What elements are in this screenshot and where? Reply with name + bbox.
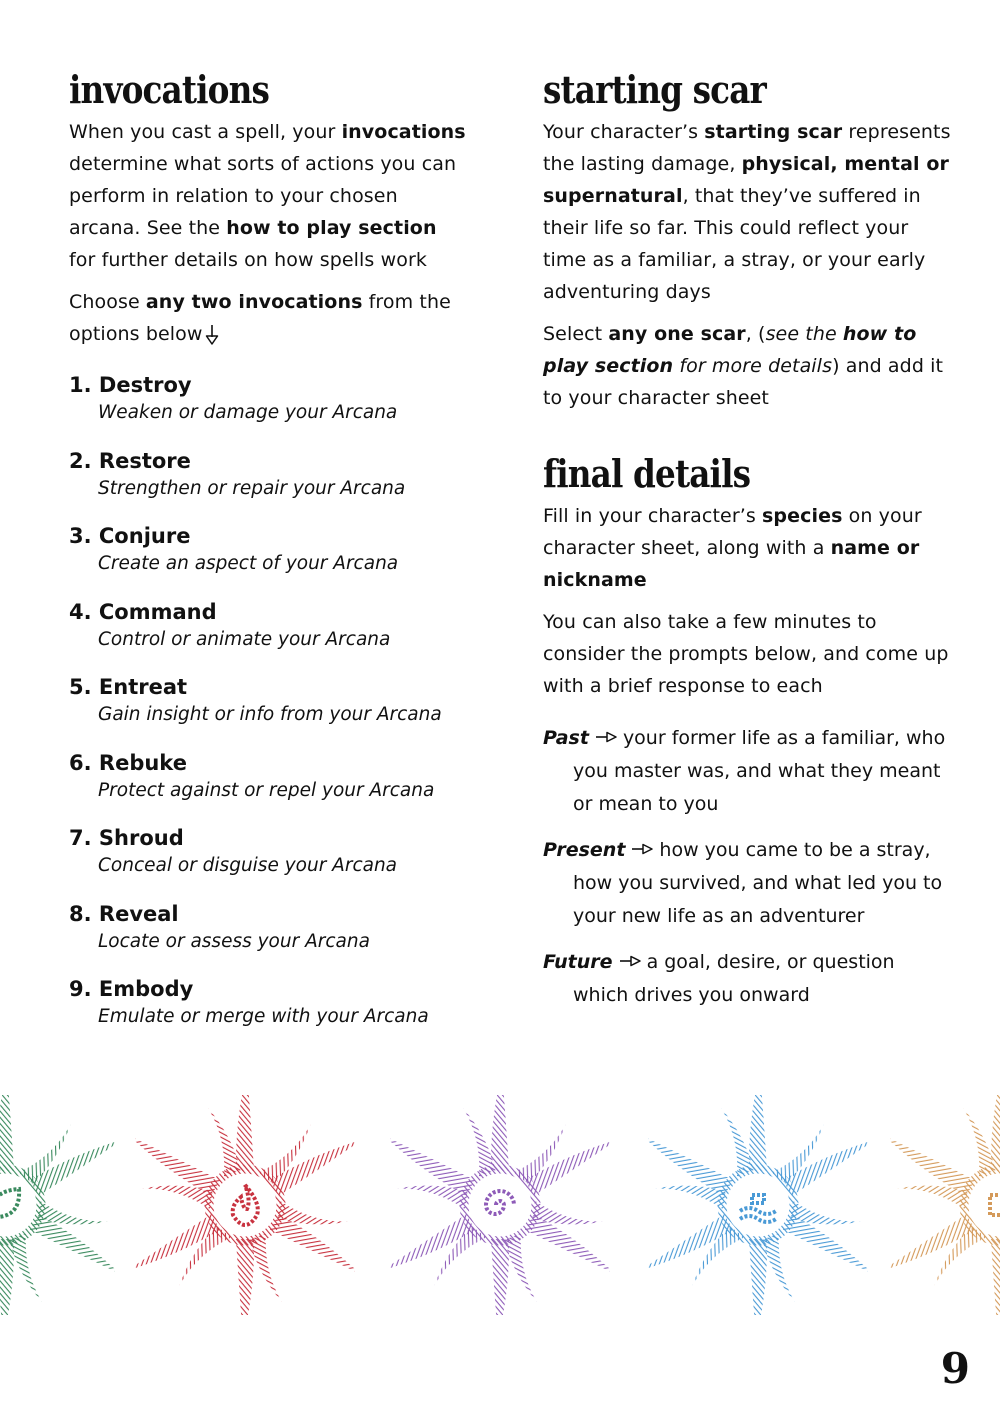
- invocation-description: Locate or assess your Arcana: [98, 930, 370, 952]
- sun-flame-icon: [135, 1095, 355, 1315]
- text-run: for further details on how spells work: [69, 249, 427, 271]
- starting-scar-heading: starting scar: [543, 67, 766, 112]
- text-run: Fill in your character’s: [543, 505, 763, 527]
- text-run: any two invocations: [145, 291, 363, 313]
- sun-spiral-icon: [390, 1095, 610, 1315]
- sun-water-face-icon: [648, 1095, 868, 1315]
- arrow-right-icon: [619, 955, 643, 967]
- invocation-title: 7. Shroud: [69, 826, 184, 850]
- prompts-list: [543, 722, 953, 1012]
- sun-sun-icon: [890, 1095, 1000, 1315]
- sun-decoration-row: [0, 1095, 1000, 1320]
- invocation-description: Emulate or merge with your Arcana: [98, 1006, 429, 1027]
- text-run: for more details: [673, 355, 833, 377]
- prompt-label: Past: [543, 727, 589, 749]
- invocations-choose: [69, 286, 469, 350]
- text-run: Choose: [69, 291, 146, 313]
- right-column: [543, 66, 953, 1025]
- prompt-label: Present: [543, 839, 626, 861]
- sun-leaf-icon: [0, 1095, 115, 1315]
- invocation-item: [69, 824, 469, 900]
- final-details-species: [543, 500, 953, 596]
- invocation-description: Control or animate your Arcana: [98, 628, 391, 650]
- text-run: You can also take a few minutes to consider the prompts below, and come up with a brief response to each: [543, 611, 949, 697]
- text-run: represents the lasting damage,: [543, 121, 951, 175]
- text-run: how to play section: [543, 323, 917, 377]
- prompt-text: a goal, desire, or question which drives you onward: [573, 951, 895, 1006]
- prompt-text: your former life as a familiar, who you master was, and what they meant or mean to you: [573, 727, 946, 815]
- invocation-title: 6. Rebuke: [69, 750, 187, 775]
- invocation-item: [69, 522, 469, 598]
- invocation-item: [69, 598, 469, 674]
- text-run: name or nickname: [543, 537, 920, 591]
- invocation-description: Create an aspect of your Arcana: [98, 553, 399, 574]
- text-run: , that they’ve suffered in their life so far. This could reflect your time as a familiar, a stray, or your early adventuring days: [543, 185, 926, 303]
- prompt-item: [543, 834, 953, 933]
- arrow-right-icon: [631, 843, 655, 855]
- choose-text: [69, 291, 451, 345]
- invocation-title: 4. Command: [69, 599, 217, 624]
- starting-scar-instruction: [543, 318, 953, 414]
- text-run: Your character’s: [543, 121, 705, 143]
- invocations-heading: invocations: [69, 67, 270, 112]
- invocation-item: [69, 371, 469, 447]
- invocation-title: 9. Embody: [69, 977, 194, 1001]
- text-run: Select: [543, 323, 609, 345]
- invocation-title: 3. Conjure: [69, 524, 191, 548]
- down-arrow-icon: [205, 324, 219, 346]
- text-run: determine what sorts of actions you can perform in relation to your chosen arcana. See the: [69, 153, 457, 239]
- text-run: on your character sheet, along with a: [543, 505, 922, 559]
- arrow-right-icon: [595, 731, 619, 743]
- invocation-description: Protect against or repel your Arcana: [98, 779, 435, 801]
- page-number: 9: [940, 1344, 970, 1393]
- text-run: starting scar: [704, 121, 843, 143]
- text-run: species: [762, 505, 843, 527]
- final-details-heading: final details: [543, 451, 751, 496]
- text-run: , (: [745, 323, 766, 345]
- invocation-description: Conceal or disguise your Arcana: [98, 855, 398, 876]
- text-run: When you cast a spell, your: [69, 121, 342, 143]
- starting-scar-description: [543, 116, 953, 308]
- prompt-item: [543, 722, 953, 821]
- invocation-title: 8. Reveal: [69, 901, 179, 926]
- text-run: ) and add it to your character sheet: [543, 355, 944, 409]
- invocation-description: Gain insight or info from your Arcana: [98, 704, 442, 725]
- prompt-item: [543, 946, 953, 1012]
- text-run: how to play section: [226, 217, 437, 239]
- invocation-description: Strengthen or repair your Arcana: [98, 477, 406, 499]
- invocations-intro: [69, 116, 469, 276]
- invocation-title: 2. Restore: [69, 448, 191, 473]
- invocation-item: [69, 673, 469, 749]
- invocation-item: [69, 975, 469, 1051]
- invocation-item: [69, 749, 469, 825]
- prompt-text: how you came to be a stray, how you survived, and what led you to your new life as an adventurer: [573, 839, 943, 927]
- final-details-prompts-intro: [543, 606, 953, 702]
- invocations-list: [69, 371, 469, 1051]
- left-column: [69, 66, 469, 1051]
- invocation-description: Weaken or damage your Arcana: [98, 402, 398, 423]
- text-run: any one scar: [608, 323, 746, 345]
- text-run: invocations: [341, 121, 466, 143]
- prompt-label: Future: [543, 951, 613, 973]
- text-run: physical, mental or supernatural: [543, 153, 949, 207]
- text-run: see the: [765, 323, 843, 345]
- text-run: from the options below: [69, 291, 451, 345]
- invocation-item: [69, 447, 469, 523]
- invocation-title: 5. Entreat: [69, 675, 188, 699]
- invocation-title: 1. Destroy: [69, 373, 192, 397]
- invocation-item: [69, 900, 469, 976]
